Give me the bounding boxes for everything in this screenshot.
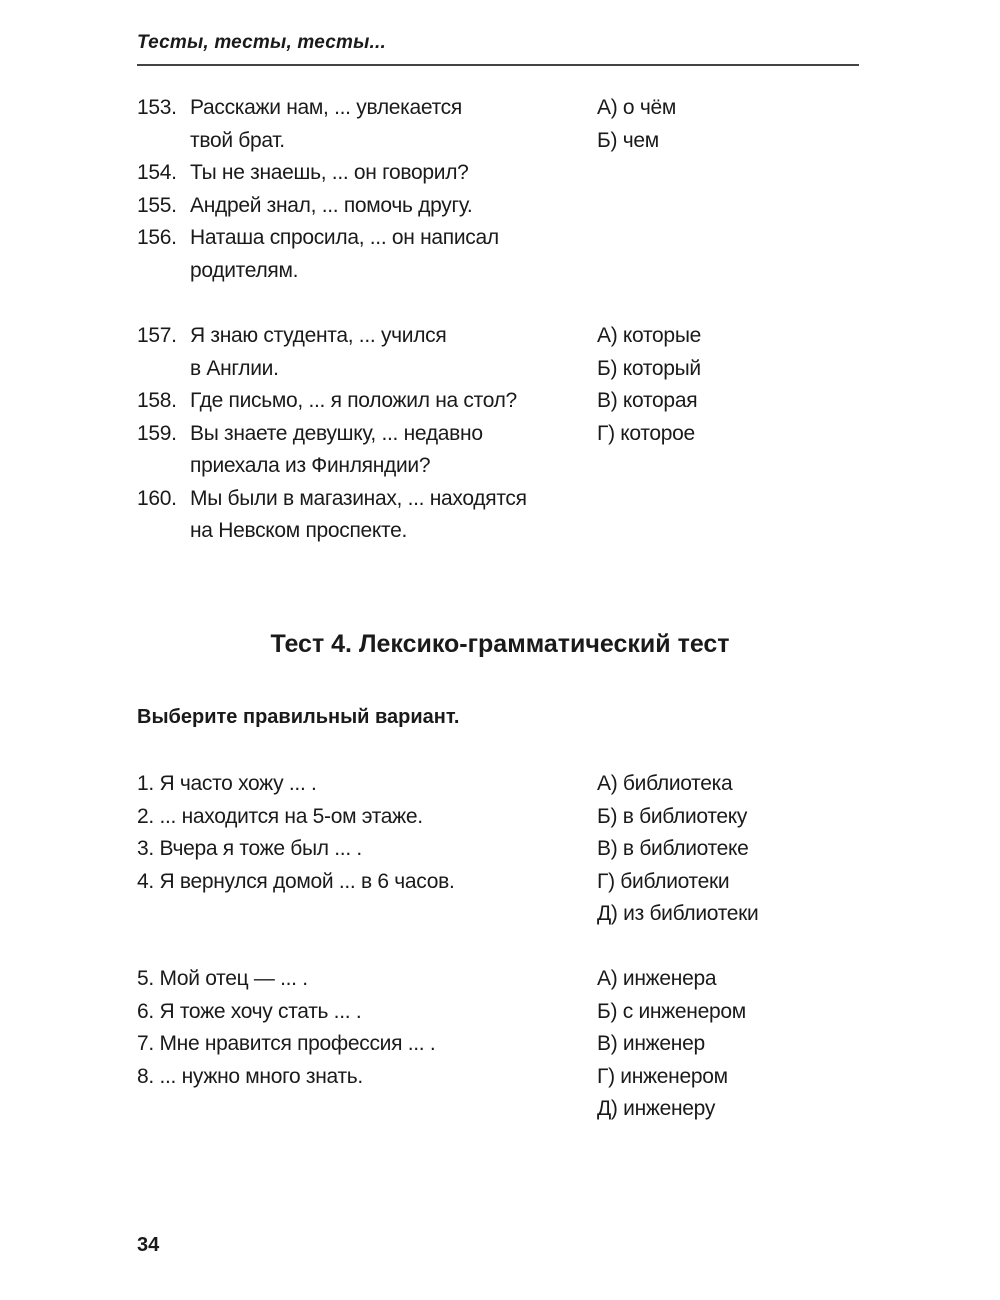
question-text: Андрей знал, ... помочь другу. [190,193,473,217]
question-text: Я знаю студента, ... учился [190,324,447,347]
question-number: 154. [137,161,177,184]
question-item [137,483,587,516]
answer-option: В) инженер [597,1032,705,1055]
question-text: на Невском проспекте. [190,519,408,542]
question-text: Мы были в магазинах, ... находятся [190,486,527,510]
question-number: 158. [137,389,177,412]
answer-option: Б) чем [597,128,659,152]
answer-option: В) в библиотеке [597,837,749,860]
question-item [137,157,587,190]
running-head: Тесты, тесты, тесты... [137,32,386,53]
questions-column [137,768,587,898]
answer-option: А) о чём [597,96,677,119]
answers-column [597,768,857,931]
question-text: родителям. [190,258,299,282]
question-item: 2. ... находится на 5-ом этаже. [137,804,423,828]
answer-option: Г) инженером [597,1064,728,1088]
question-item-continued [137,515,587,548]
answer-option: Б) который [597,356,701,380]
question-number: 157. [137,324,177,347]
question-item [137,222,587,255]
question-text: Расскажи нам, ... увлекается [190,96,462,119]
question-item: 4. Я вернулся домой ... в 6 часов. [137,869,455,893]
question-item [137,418,587,451]
answer-option: Б) с инженером [597,999,746,1023]
answer-option: А) которые [597,324,701,347]
answer-option: Д) из библиотеки [597,902,759,925]
question-number: 160. [137,486,177,510]
question-item [137,92,587,125]
questions-column [137,963,587,1093]
question-number: 153. [137,96,177,119]
answer-option: Б) в библиотеку [597,804,748,828]
questions-column [137,92,587,287]
questions-column [137,320,587,548]
question-item-continued [137,353,587,386]
question-text: приехала из Финляндии? [190,454,431,477]
answer-option: А) инженера [597,967,717,990]
question-text: Где письмо, ... я положил на стол? [190,389,517,412]
question-item: 3. Вчера я тоже был ... . [137,837,362,860]
question-number: 155. [137,193,177,217]
question-item: 5. Мой отец — ... . [137,967,308,990]
question-text: твой брат. [190,128,285,152]
question-text: Наташа спросила, ... он написал [190,226,499,249]
instruction: Выберите правильный вариант. [137,706,460,728]
question-text: Вы знаете девушку, ... недавно [190,421,483,445]
question-item [137,320,587,353]
question-item-continued [137,125,587,158]
answer-option: Г) библиотеки [597,869,730,893]
page-number: 34 [137,1234,160,1256]
question-text: в Англии. [190,356,279,380]
test-title: Тест 4. Лексико-грамматический тест [270,630,730,658]
question-number: 159. [137,421,177,445]
answer-option: Г) которое [597,421,695,445]
answers-column [597,320,857,450]
question-item [137,190,587,223]
answers-column [597,92,857,157]
question-item: 8. ... нужно много знать. [137,1064,363,1088]
question-item: 7. Мне нравится профессия ... . [137,1032,436,1055]
question-item: 6. Я тоже хочу стать ... . [137,999,362,1023]
question-number: 156. [137,226,177,249]
answer-option: А) библиотека [597,772,733,795]
header-rule [137,64,859,66]
question-item-continued [137,255,587,288]
answers-column [597,963,857,1126]
answer-option: В) которая [597,389,698,412]
answer-option: Д) инженеру [597,1097,716,1120]
question-item [137,385,587,418]
question-item: 1. Я часто хожу ... . [137,772,317,795]
question-text: Ты не знаешь, ... он говорил? [190,161,469,184]
question-item-continued [137,450,587,483]
